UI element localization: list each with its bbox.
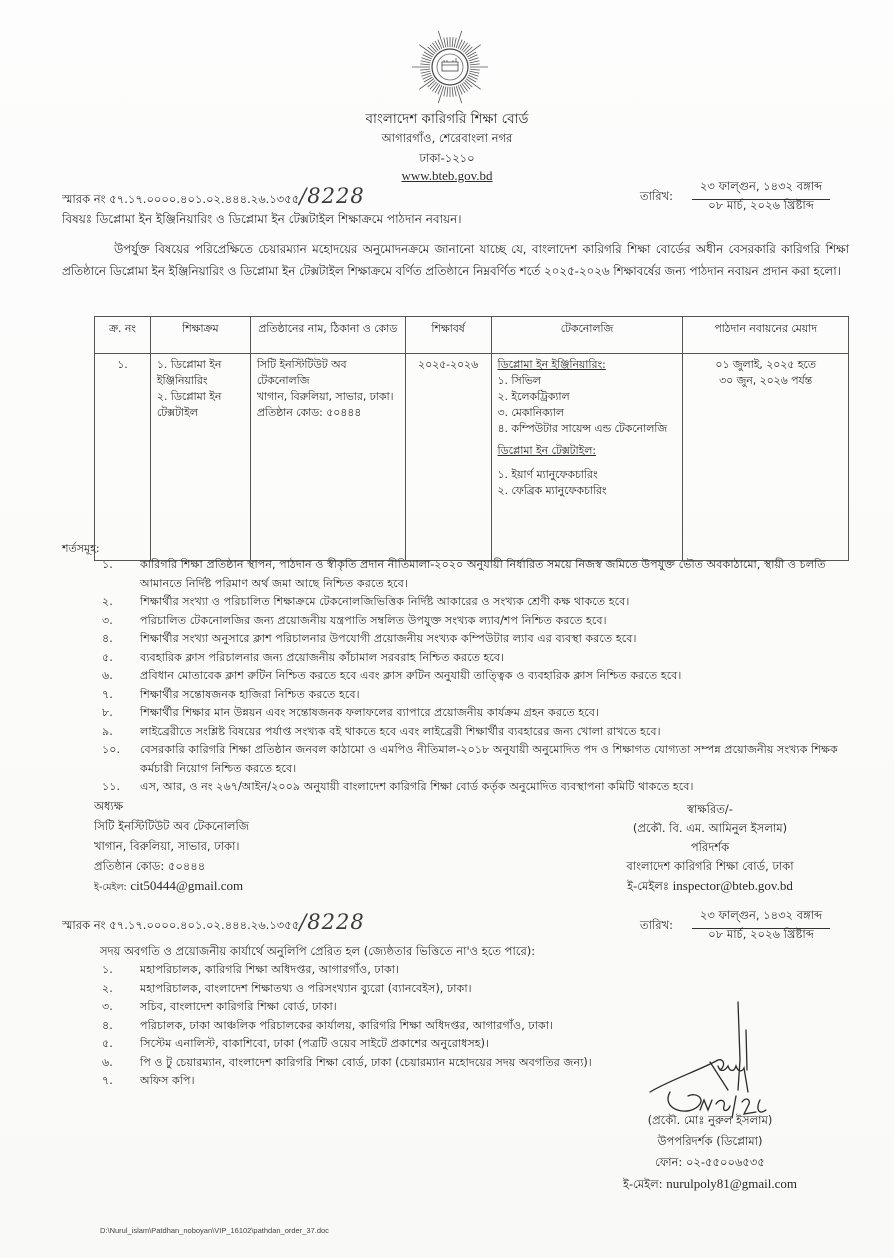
condition-item	[102, 593, 847, 612]
emblem-ray	[456, 86, 462, 103]
condition-item	[102, 612, 847, 631]
signatory2-name: (প্রকৌ. মোঃ নুরুল ইসলাম)	[647, 1113, 773, 1127]
recipient-code: প্রতিষ্ঠান কোড: ৫০৪৪৪	[94, 859, 206, 873]
tech-item: ১. ইয়ার্ণ ম্যানুফেকচারিং	[497, 468, 598, 481]
emblem-ray	[470, 69, 480, 70]
condition-text: শিক্ষার্থীর সন্তোষজনক হাজিরা নিশ্চিত করতে হবে।	[140, 687, 360, 701]
emblem-ray	[447, 37, 448, 47]
emblem-ray	[444, 87, 446, 97]
col-header-session: শিক্ষাবর্ষ	[405, 317, 491, 354]
memo2-handwritten-number: /8228	[299, 910, 365, 934]
condition-item	[102, 686, 847, 705]
copy-number: ৪.	[102, 1018, 113, 1032]
condition-text: শিক্ষার্থীর সংখ্যা অনুসারে ক্লাশ পরিচালনার উপযোগী প্রয়োজনীয় সংখ্যক কম্পিউটার ল্যাব এর ব্যবস্থা করতে হবে।	[140, 632, 637, 645]
emblem-ray	[462, 43, 468, 51]
condition-item	[102, 630, 847, 649]
emblem-ray	[465, 47, 472, 54]
renewal-table	[94, 316, 849, 561]
file-path-footer: D:\Nurul_islam\Patdhan_noboyan\VIP_16102\pathdan_order_37.doc	[100, 1226, 329, 1235]
emblem-ray	[462, 83, 468, 91]
copy-text: মহাপরিচালক, কারিগরি শিক্ষা অধিদপ্তর, আগারগাঁও, ঢাকা।	[140, 963, 400, 976]
condition-text: প্রবিধান মোতাবেক ক্লাশ রুটিন নিশ্চিত করতে হবে এবং ক্লাস রুটিন অনুযায়ী তাত্ত্বিক ও ব্যবহারিক ক্লাস নিশ্চিত করতে হবে।	[140, 669, 682, 682]
condition-item	[102, 723, 847, 742]
condition-item	[102, 741, 847, 778]
tech-group-title: ডিপ্লোমা ইন টেক্সটাইল:	[497, 444, 596, 457]
memo-number-value: ৫৭.১৭.০০০০.৪০১.০২.৪৪৪.২৬.১৩৫৫	[109, 192, 300, 206]
copy-number: ২.	[102, 981, 113, 995]
col-header-duration: পাঠদান নবায়নের মেয়াদ	[683, 317, 849, 354]
emblem-ray	[421, 71, 431, 73]
emblem-ray	[452, 87, 453, 97]
date-label: তারিখ:	[640, 189, 674, 203]
cell-curriculum	[150, 354, 250, 561]
subject-line: বিষয়ঃ ডিপ্লোমা ইন ইঞ্জিনিয়ারিং ও ডিপ্লোমা ইন টেক্সটাইল শিক্ষাক্রমে পাঠদান নবায়ন।	[62, 212, 462, 226]
condition-number: ১১.	[102, 780, 121, 793]
emblem-ray	[463, 82, 470, 89]
signatory2-phone: ফোন: ০২-৫৫০০৬৫৩৫	[655, 1155, 765, 1169]
conditions-title: শর্তসমূহ:	[62, 542, 100, 555]
condition-text: বেসরকারি কারিগরি শিক্ষা প্রতিষ্ঠান জনবল কাঠামো ও এমপিও নীতিমাল-২০১৮ অনুযায়ী অনুমোদিত পদ ও শিক্ষাগত যোগ্যতা সম্পন্ন প্রয়োজনীয় সংখ্যক শিক্ষক কর্মচারী নিয়োগ নিশ্চিত করতে হবে।	[140, 743, 838, 775]
condition-number: ৬.	[102, 669, 113, 682]
emblem-ray	[420, 64, 430, 65]
condition-number: ২.	[102, 595, 113, 608]
col-header-curriculum: শিক্ষাক্রম	[150, 317, 250, 354]
copy-number: ৩.	[102, 1000, 113, 1013]
condition-number: ৮.	[102, 706, 113, 719]
curriculum-item: ২. ডিপ্লোমা ইন টেক্সটাইল	[156, 390, 222, 419]
tech-item: ৩. মেকানিক্যাল	[497, 406, 564, 419]
recipient-title: অধ্যক্ষ	[94, 799, 124, 813]
condition-text: শিক্ষার্থীর সংখ্যা ও পরিচালিত শিক্ষাক্রমে টেকনোলজিভিত্তিক নির্দিষ্ট আকারের ও সংখ্যক শ্রেণী কক্ষ থাকতে হবে।	[140, 595, 630, 608]
signatory2-email-label: ই-মেইল:	[622, 1177, 663, 1191]
memo-handwritten-number: /8228	[299, 184, 365, 208]
table-row	[95, 354, 849, 561]
copy-text: সিস্টেম এনালিস্ট, বাকাশিবো, ঢাকা (পত্রটি ওয়েব সাইটে প্রকাশের অনুরোধসহ)।	[140, 1037, 490, 1050]
memo-number	[62, 184, 365, 210]
copy-text: সচিব, বাংলাদেশ কারিগরি শিক্ষা বোর্ড, ঢাকা।	[140, 1000, 337, 1013]
col-header-serial: ক্র. নং	[95, 317, 151, 354]
copy-number: ৬.	[102, 1055, 113, 1069]
cell-duration	[683, 354, 849, 561]
emblem-ray	[428, 47, 435, 54]
emblem-ray	[456, 31, 462, 48]
condition-item	[102, 649, 847, 668]
emblem-ray	[432, 43, 438, 51]
tech-group-title: ডিপ্লোমা ইন ইঞ্জিনিয়ারিং:	[497, 358, 606, 371]
condition-number: ৭.	[102, 687, 113, 701]
date2-label: তারিখ:	[640, 918, 674, 932]
tech-item: ৪. কম্পিউটার সায়েন্স এন্ড টেকনোলজি	[497, 422, 668, 435]
condition-number: ৯.	[102, 724, 113, 738]
date-bangla: ২৩ ফাল্গুন, ১৪৩২ বঙ্গাব্দ	[692, 178, 830, 200]
condition-number: ৩.	[102, 613, 113, 627]
condition-number: ৫.	[102, 650, 113, 664]
col-header-institute: প্রতিষ্ঠানের নাম, ঠিকানা ও কোড	[250, 317, 405, 354]
duration-start: ০১ জুলাই, ২০২৫ হতে	[715, 358, 816, 371]
copy-item	[102, 980, 782, 999]
tech-item: ২. ইলেকট্রিক্যাল	[497, 390, 570, 403]
bteb-emblem-icon	[411, 28, 489, 106]
body-paragraph-text: উপর্যুক্ত বিষয়ের পরিপ্রেক্ষিতে চেয়ারম্যান মহোদয়ের অনুমোদনক্রমে জানানো যাচ্ছে যে, বাংলাদেশ কারিগরি শিক্ষা বোর্ডের অধীন বেসরকারি কারিগরি শিক্ষা প্রতিষ্ঠানে ডিপ্লোমা ইন ইঞ্জিনিয়ারিং ও ডিপ্লোমা ইন টেক্সটাইল শিক্ষাক্রমে বর্ণিত প্রতিষ্ঠানে নিম্নবর্ণিত শর্তে ২০২৫-২০২৬ শিক্ষাবর্ষের জন্য পাঠদান নবায়ন প্রদান করা হলো।	[62, 242, 849, 278]
date-gregorian: ০৮ মার্চ, ২০২৬ খ্রিষ্টাব্দ	[708, 198, 814, 212]
condition-number: ১০.	[102, 743, 121, 756]
emblem-ray	[438, 86, 444, 103]
emblem-ray	[470, 61, 480, 63]
org-website-link[interactable]: www.bteb.gov.bd	[401, 168, 493, 183]
condition-text: পরিচালিত টেকনোলজির জন্য প্রয়োজনীয় যন্ত্রপাতি সম্বলিত উপযুক্ত সংখ্যক ল্যাব/শপ নিশ্চিত করতে হবে।	[140, 613, 607, 627]
emblem-ray	[452, 37, 453, 47]
emblem-ray	[432, 83, 438, 91]
emblem-ray	[420, 69, 430, 70]
condition-text: কারিগরি শিক্ষা প্রতিষ্ঠান স্থাপন, পাঠদান ও স্বীকৃতি প্রদান নীতিমালা-২০২০ অনুযায়ী নির্ধারিত সময়ে নিজস্ব জমিতে উপযুক্ত ভৌত অবকাঠামো, স্থায়ী ও চলতি আমানতে নির্দিষ্ট পরিমাণ অর্থ জমা আছে নিশ্চিত করতে হবে।	[140, 558, 826, 590]
copies-intro: সদয় অবগতি ও প্রয়োজনীয় কার্যার্থে অনুলিপি প্রেরিত হল (জ্যেষ্ঠতার ভিত্তিতে না'ও হতে পারে):	[100, 944, 536, 958]
date2-gregorian: ০৮ মার্চ, ২০২৬ খ্রিষ্টাব্দ	[708, 927, 814, 941]
emblem-ray	[465, 80, 472, 87]
institute-name: সিটি ইনস্টিটিউট অব টেকনোলজি	[256, 358, 347, 387]
condition-text: লাইব্রেরীতে সংশ্লিষ্ট বিষয়ের পর্যাপ্ত সংখ্যক বই থাকতে হবে এবং লাইব্রেরী শিক্ষার্থীর ব্যবহারের জন্য খোলা রাখতে হবে।	[140, 724, 661, 738]
condition-item	[102, 556, 847, 593]
emblem-ray	[430, 82, 437, 89]
signatory1-email[interactable]: inspector@bteb.gov.bd	[672, 878, 793, 893]
signatory1-email-line	[560, 876, 860, 896]
org-address-line1: আগারগাঁও, শেরেবাংলা নগর	[381, 131, 513, 145]
org-name: বাংলাদেশ কারিগরি শিক্ষা বোর্ড	[365, 111, 529, 127]
condition-item	[102, 778, 847, 797]
table-header-row	[95, 317, 849, 354]
condition-number: ১.	[102, 558, 113, 571]
condition-item	[102, 704, 847, 723]
memo2-number-value: ৫৭.১৭.০০০০.৪০১.০২.৪৪৪.২৬.১৩৫৫	[109, 918, 300, 932]
copy-item	[102, 961, 782, 980]
signatory1-designation: পরিদর্শক	[690, 840, 730, 854]
curriculum-item: ১. ডিপ্লোমা ইন ইঞ্জিনিয়ারিং	[156, 358, 222, 387]
emblem-ray	[470, 64, 480, 65]
recipient-email-label: ই-মেইল:	[94, 882, 127, 893]
emblem-ray	[447, 87, 448, 97]
tech-item: ১. সিভিল	[497, 374, 541, 387]
signatory1-office: বাংলাদেশ কারিগরি শিক্ষা বোর্ড, ঢাকা	[626, 859, 794, 873]
emblem-ray	[438, 31, 444, 48]
signatory2-email[interactable]: nurulpoly81@gmail.com	[666, 1176, 798, 1191]
emblem-ray	[430, 45, 437, 52]
emblem-ray	[421, 61, 431, 63]
emblem-ray	[444, 38, 446, 48]
conditions-list	[102, 556, 847, 797]
copy-text: পি ও টু চেয়ারম্যান, বাংলাদেশ কারিগরি শিক্ষা বোর্ড, ঢাকা (চেয়ারম্যান মহোদয়ের সদয় অবগতির জন্য)।	[140, 1055, 592, 1069]
copy-text: অফিস কপি।	[140, 1074, 195, 1087]
copy-text: মহাপরিচালক, বাংলাদেশ শিক্ষাতথ্য ও পরিসংখ্যান ব্যুরো (ব্যানবেইস), ঢাকা।	[140, 981, 472, 995]
condition-item	[102, 667, 847, 686]
memo2-label: স্মারক নং	[62, 918, 106, 932]
copy-number: ১.	[102, 963, 113, 976]
emblem-ray	[454, 87, 456, 97]
cell-serial: ১.	[95, 354, 151, 561]
condition-number: ৪.	[102, 632, 113, 645]
date2-block	[640, 907, 840, 947]
org-address-line2: ঢাকা-১২১০	[419, 151, 475, 165]
signed-mark: স্বাক্ষরিত/-	[687, 802, 733, 816]
signatory1-email-label: ই-মেইলঃ	[627, 879, 670, 893]
emblem-ray	[470, 71, 480, 73]
memo-label: স্মারক নং	[62, 192, 106, 206]
duration-end: ৩০ জুন, ২০২৬ পর্যন্ত	[719, 374, 813, 387]
condition-text: ব্যবহারিক ক্লাস পরিচালনার জন্য প্রয়োজনীয় কাঁচামাল সরবরাহ নিশ্চিত করতে হবে।	[140, 650, 505, 664]
date-block	[640, 178, 840, 218]
col-header-technology: টেকনোলজি	[491, 317, 683, 354]
signatory1-name: (প্রকৌ. বি. এম. আমিনুল ইসলাম)	[632, 821, 788, 835]
cell-institute	[250, 354, 405, 561]
institute-code: প্রতিষ্ঠান কোড: ৫০৪৪৪	[256, 406, 362, 419]
copy-number: ৭.	[102, 1074, 113, 1087]
condition-text: এস, আর, ও নং ২৬৭/আইন/২০০৯ অনুযায়ী বাংলাদেশ কারিগরি শিক্ষা বোর্ড কর্তৃক অনুমোদিত ব্যবস্থাপনা কমিটি থাকতে হবে।	[140, 780, 694, 793]
copy-number: ৫.	[102, 1037, 113, 1050]
tech-item: ২. ফেব্রিক ম্যানুফেকচারিং	[497, 484, 607, 497]
copy-text: পরিচালক, ঢাকা আঞ্চলিক পরিচালকের কার্যালয়, কারিগরি শিক্ষা অধিদপ্তর, আগারগাঁও, ঢাকা।	[140, 1018, 554, 1032]
signatory2-block	[560, 1110, 860, 1195]
emblem-ray	[428, 80, 435, 87]
recipient-institute: সিটি ইনস্টিটিউট অব টেকনোলজি	[94, 819, 250, 833]
recipient-address: খাগান, বিরুলিয়া, সাভার, ঢাকা।	[94, 839, 240, 853]
memo2-number	[62, 910, 365, 936]
recipient-block	[94, 796, 249, 898]
signatory2-designation: উপপরিদর্শক (ডিপ্লোমা)	[657, 1134, 763, 1148]
recipient-email-line	[94, 876, 249, 898]
emblem-ray	[463, 45, 470, 52]
body-paragraph	[62, 238, 849, 282]
signatory2-email-line	[560, 1173, 860, 1195]
recipient-email[interactable]: cit50444@gmail.com	[130, 878, 244, 893]
institute-address: খাগান, বিরুলিয়া, সাভার, ঢাকা।	[256, 390, 394, 403]
emblem-ray	[454, 38, 456, 48]
cell-technology	[491, 354, 683, 561]
condition-text: শিক্ষার্থীর শিক্ষার মান উন্নয়ন এবং সন্তোষজনক ফলাফলের ব্যাপারে প্রয়োজনীয় কার্যক্রম গ্রহন করতে হবে।	[140, 706, 600, 719]
cell-session: ২০২৫-২০২৬	[405, 354, 491, 561]
date2-bangla: ২৩ ফাল্গুন, ১৪৩২ বঙ্গাব্দ	[692, 907, 830, 929]
signatory1-block	[560, 800, 860, 896]
